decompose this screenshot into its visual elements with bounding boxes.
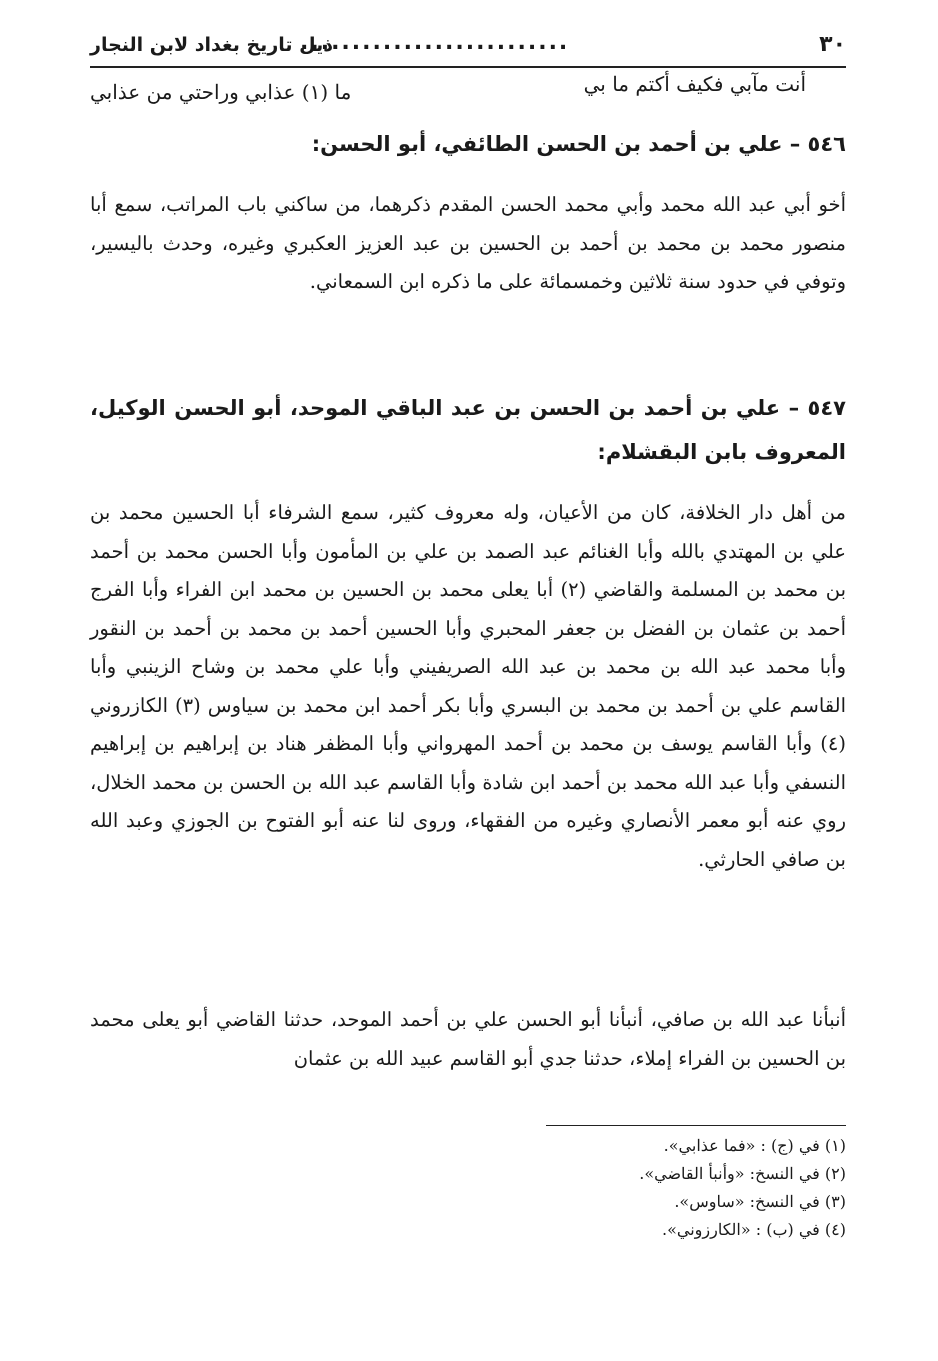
- footnote-4: (٤) في (ب) : «الكارزوني».: [661, 1220, 846, 1239]
- entry-546-heading: ٥٤٦ – علي بن أحمد بن الحسن الطائفي، أبو الحسن:: [311, 132, 846, 156]
- book-title: ذيل تاريخ بغداد لابن النجار: [90, 34, 333, 56]
- verse-second-hemistich: ما (١) عذابي وراحتي من عذابي: [90, 80, 352, 104]
- isnad-paragraph: أنبأنا عبد الله بن صافي، أنبأنا أبو الحسن علي بن أحمد الموحد، حدثنا القاضي أبو يعلى محمد بن الحسين بن الفراء إملاء، حدثنا جدي أبو القاسم عبيد الله بن عثمان: [90, 1008, 846, 1070]
- footnote-1: (١) في (ج) : «فما عذابي».: [663, 1136, 846, 1155]
- footnote-separator: [546, 1125, 846, 1126]
- footnote-3: (٣) في النسخ: «ساوس».: [674, 1192, 846, 1211]
- poetry-verse: [90, 72, 846, 132]
- entry-546-text: أخو أبي عبد الله محمد وأبي محمد الحسن المقدم ذكرهما، من ساكني باب المراتب، سمع أبا منصور محمد بن محمد بن أحمد بن الحسين بن عبد العزيز العكبري وغيره، وحدث باليسير، وتوفي في حدود سنة ثلاثين وخمسمائة على ما ذكره ابن السمعاني.: [90, 193, 846, 293]
- running-header: [90, 30, 846, 68]
- entry-547-heading: ٥٤٧ – علي بن أحمد بن الحسن بن عبد الباقي الموحد، أبو الحسن الوكيل، المعروف بابن البقشلام:: [90, 396, 846, 464]
- book-page: [90, 0, 846, 1361]
- entry-547-text: من أهل دار الخلافة، كان من الأعيان، وله معروف كثير، سمع الشرفاء أبا الحسين محمد بن علي بن المهتدي بالله وأبا الغنائم عبد الصمد بن علي بن المأمون وأبا الحسن محمد بن أحمد بن محمد بن المسلمة والقاضي (٢) أبا يعلى محمد بن الحسين بن محمد ابن الفراء وأبا الفرج أحمد بن عثمان بن الفضل بن جعفر المحبري وأبا الحسين أحمد بن محمد بن أحمد بن النقور وأبا محمد عبد الله بن محمد بن عبد الله الصريفيني وأبا علي محمد بن وشاح الزينبي وأبا القاسم علي بن أحمد بن محمد بن البسري وأبا بكر أحمد ابن محمد بن سياوس (٣) الكازروني (٤) وأبا القاسم يوسف بن محمد بن أحمد المهرواني وأبا المظفر هناد بن إبراهيم بن إبراهيم النسفي وأبا عبد الله محمد بن أحمد ابن شادة وأبا القاسم عبد الله بن الحسن بن محمد الخلال، روي عنه أبو معمر الأنصاري وغيره من الفقهاء، وروى لنا عنه أبو الفتوح بن الجوزي وعبد الله بن صافي الحارثي.: [90, 501, 846, 871]
- footnote-2: (٢) في النسخ: «وأنبأ القاضي».: [639, 1164, 846, 1183]
- footnotes: [90, 1132, 846, 1244]
- page-number: ٣٠: [819, 32, 846, 57]
- verse-first-hemistich: أنت مآبي فكيف أكتم ما بي: [583, 72, 806, 96]
- header-dot-leader: ..........................: [300, 30, 570, 55]
